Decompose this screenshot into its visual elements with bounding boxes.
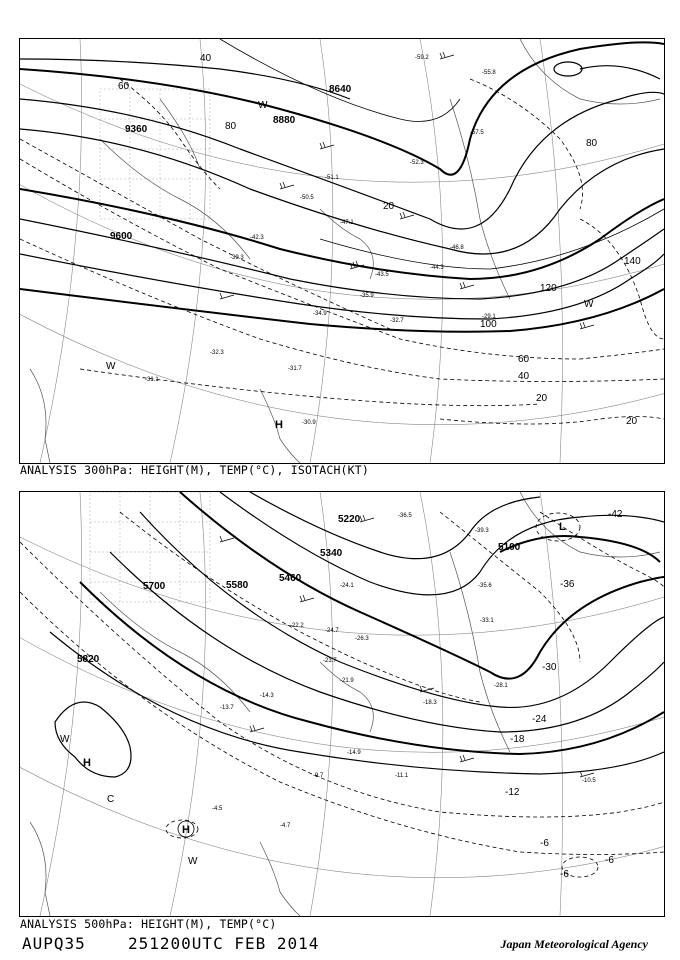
low-marker: L — [559, 521, 566, 533]
temp-sample: -51.1 — [325, 175, 339, 181]
isotach-label: 20 — [626, 416, 638, 427]
wind-barbs — [220, 515, 594, 777]
station-temps — [212, 513, 596, 829]
graticule — [20, 39, 664, 463]
isotach-label: 60 — [518, 354, 530, 365]
height-label: 5820 — [77, 654, 100, 665]
temp-label: -18 — [510, 734, 525, 745]
chart-300hpa — [19, 38, 665, 464]
warm-marker: W — [106, 361, 116, 372]
temp-sample: -52.3 — [410, 160, 424, 166]
temp-sample: -55.8 — [482, 70, 496, 76]
height-label: 8880 — [273, 115, 296, 126]
temp-sample: -24.1 — [340, 583, 354, 589]
warm-marker: W — [258, 100, 268, 111]
temp-sample: -34.9 — [313, 311, 327, 317]
temperature-labels — [505, 509, 623, 880]
temp-label: -24 — [532, 714, 547, 725]
temp-sample: -23.7 — [323, 658, 337, 664]
temp-label: -12 — [505, 787, 520, 798]
temp-sample: -4.7 — [280, 823, 291, 829]
warm-marker: W — [188, 856, 198, 867]
height-label: 5220 — [338, 514, 361, 525]
temp-sample: -11.1 — [395, 773, 409, 779]
temp-sample: -46.8 — [450, 245, 464, 251]
temp-sample: -44.3 — [430, 265, 444, 271]
caption-300hpa: ANALYSIS 300hPa: HEIGHT(M), TEMP(°C), ISOTACH(KT) — [20, 463, 370, 477]
wind-barbs — [220, 52, 594, 329]
isotach-label: 40 — [200, 53, 212, 64]
caption-500hpa: ANALYSIS 500hPa: HEIGHT(M), TEMP(°C) — [20, 917, 277, 931]
temp-label: -36 — [560, 579, 575, 590]
temp-sample: -14.9 — [347, 750, 361, 756]
height-label: 5580 — [226, 580, 249, 591]
height-labels — [110, 84, 352, 242]
temp-sample: -31.1 — [145, 377, 159, 383]
temp-sample: -32.3 — [210, 350, 224, 356]
height-label: 5340 — [320, 548, 343, 559]
temp-label: -6 — [605, 855, 614, 866]
height-labels — [77, 514, 521, 665]
chart-500hpa — [19, 491, 665, 917]
temp-sample: -21.9 — [340, 678, 354, 684]
temp-sample: -9.7 — [313, 773, 324, 779]
temp-sample: -10.5 — [582, 778, 596, 784]
isotach-label: 140 — [624, 256, 641, 267]
isotach-label: 60 — [118, 81, 130, 92]
high-marker: H — [275, 419, 283, 431]
height-label: 8640 — [329, 84, 352, 95]
cold-marker: C — [107, 794, 115, 805]
temp-sample: -24.7 — [325, 628, 339, 634]
pressure-markers — [60, 521, 566, 867]
temp-sample: -47.1 — [340, 220, 354, 226]
height-label: 5700 — [143, 581, 166, 592]
temp-sample: -57.5 — [470, 130, 484, 136]
temp-sample: -28.1 — [494, 683, 508, 689]
temp-sample: -43.5 — [375, 272, 389, 278]
isotach-label: 40 — [518, 371, 530, 382]
temp-label: -6 — [540, 838, 549, 849]
closed-contours — [55, 513, 598, 877]
warm-marker: W — [584, 299, 594, 310]
temp-sample: -36.5 — [398, 513, 412, 519]
temp-sample: -39.3 — [475, 528, 489, 534]
temp-sample: -42.3 — [250, 235, 264, 241]
temp-sample: -31.7 — [288, 366, 302, 372]
temp-label: -42 — [608, 509, 623, 520]
temp-sample: -18.3 — [423, 700, 437, 706]
isotach-label: 80 — [225, 121, 237, 132]
high-marker: H — [182, 824, 190, 836]
temp-sample: -39.3 — [230, 255, 244, 261]
product-code: AUPQ35 — [22, 934, 86, 953]
temp-sample: -50.5 — [300, 195, 314, 201]
isotach-label: 20 — [536, 393, 548, 404]
temp-sample: -4.5 — [212, 806, 223, 812]
closed-contour — [554, 62, 582, 76]
temp-sample: -13.7 — [220, 705, 234, 711]
agency-name: Japan Meteorological Agency — [500, 937, 648, 951]
station-temps — [145, 55, 496, 426]
temp-sample: -22.2 — [290, 623, 304, 629]
map-300hpa — [20, 39, 664, 463]
isotach-label: 80 — [586, 138, 598, 149]
temperature-contours — [20, 79, 664, 424]
valid-time: 251200UTC FEB 2014 — [128, 934, 320, 953]
height-label: 5460 — [279, 573, 302, 584]
temp-sample: -30.9 — [302, 420, 316, 426]
height-label: 9360 — [125, 124, 148, 135]
temp-sample: -33.1 — [480, 618, 494, 624]
temp-sample: -59.2 — [415, 55, 429, 61]
isotach-label: 100 — [480, 319, 497, 330]
temp-sample: -35.9 — [360, 293, 374, 299]
temp-sample: -29.1 — [482, 314, 496, 320]
warm-marker: W — [60, 734, 70, 745]
temp-label: -6 — [560, 869, 569, 880]
temp-sample: -26.3 — [355, 636, 369, 642]
temp-sample: -35.6 — [478, 583, 492, 589]
map-500hpa — [20, 492, 664, 916]
coastlines — [30, 492, 660, 916]
high-marker: H — [83, 757, 91, 769]
isotach-label: 20 — [383, 201, 395, 212]
isotach-label: 120 — [540, 283, 557, 294]
temp-label: -30 — [542, 662, 557, 673]
height-label: 5100 — [498, 542, 521, 553]
temp-sample: -14.3 — [260, 693, 274, 699]
height-label: 9600 — [110, 231, 133, 242]
temp-sample: -32.7 — [390, 318, 404, 324]
